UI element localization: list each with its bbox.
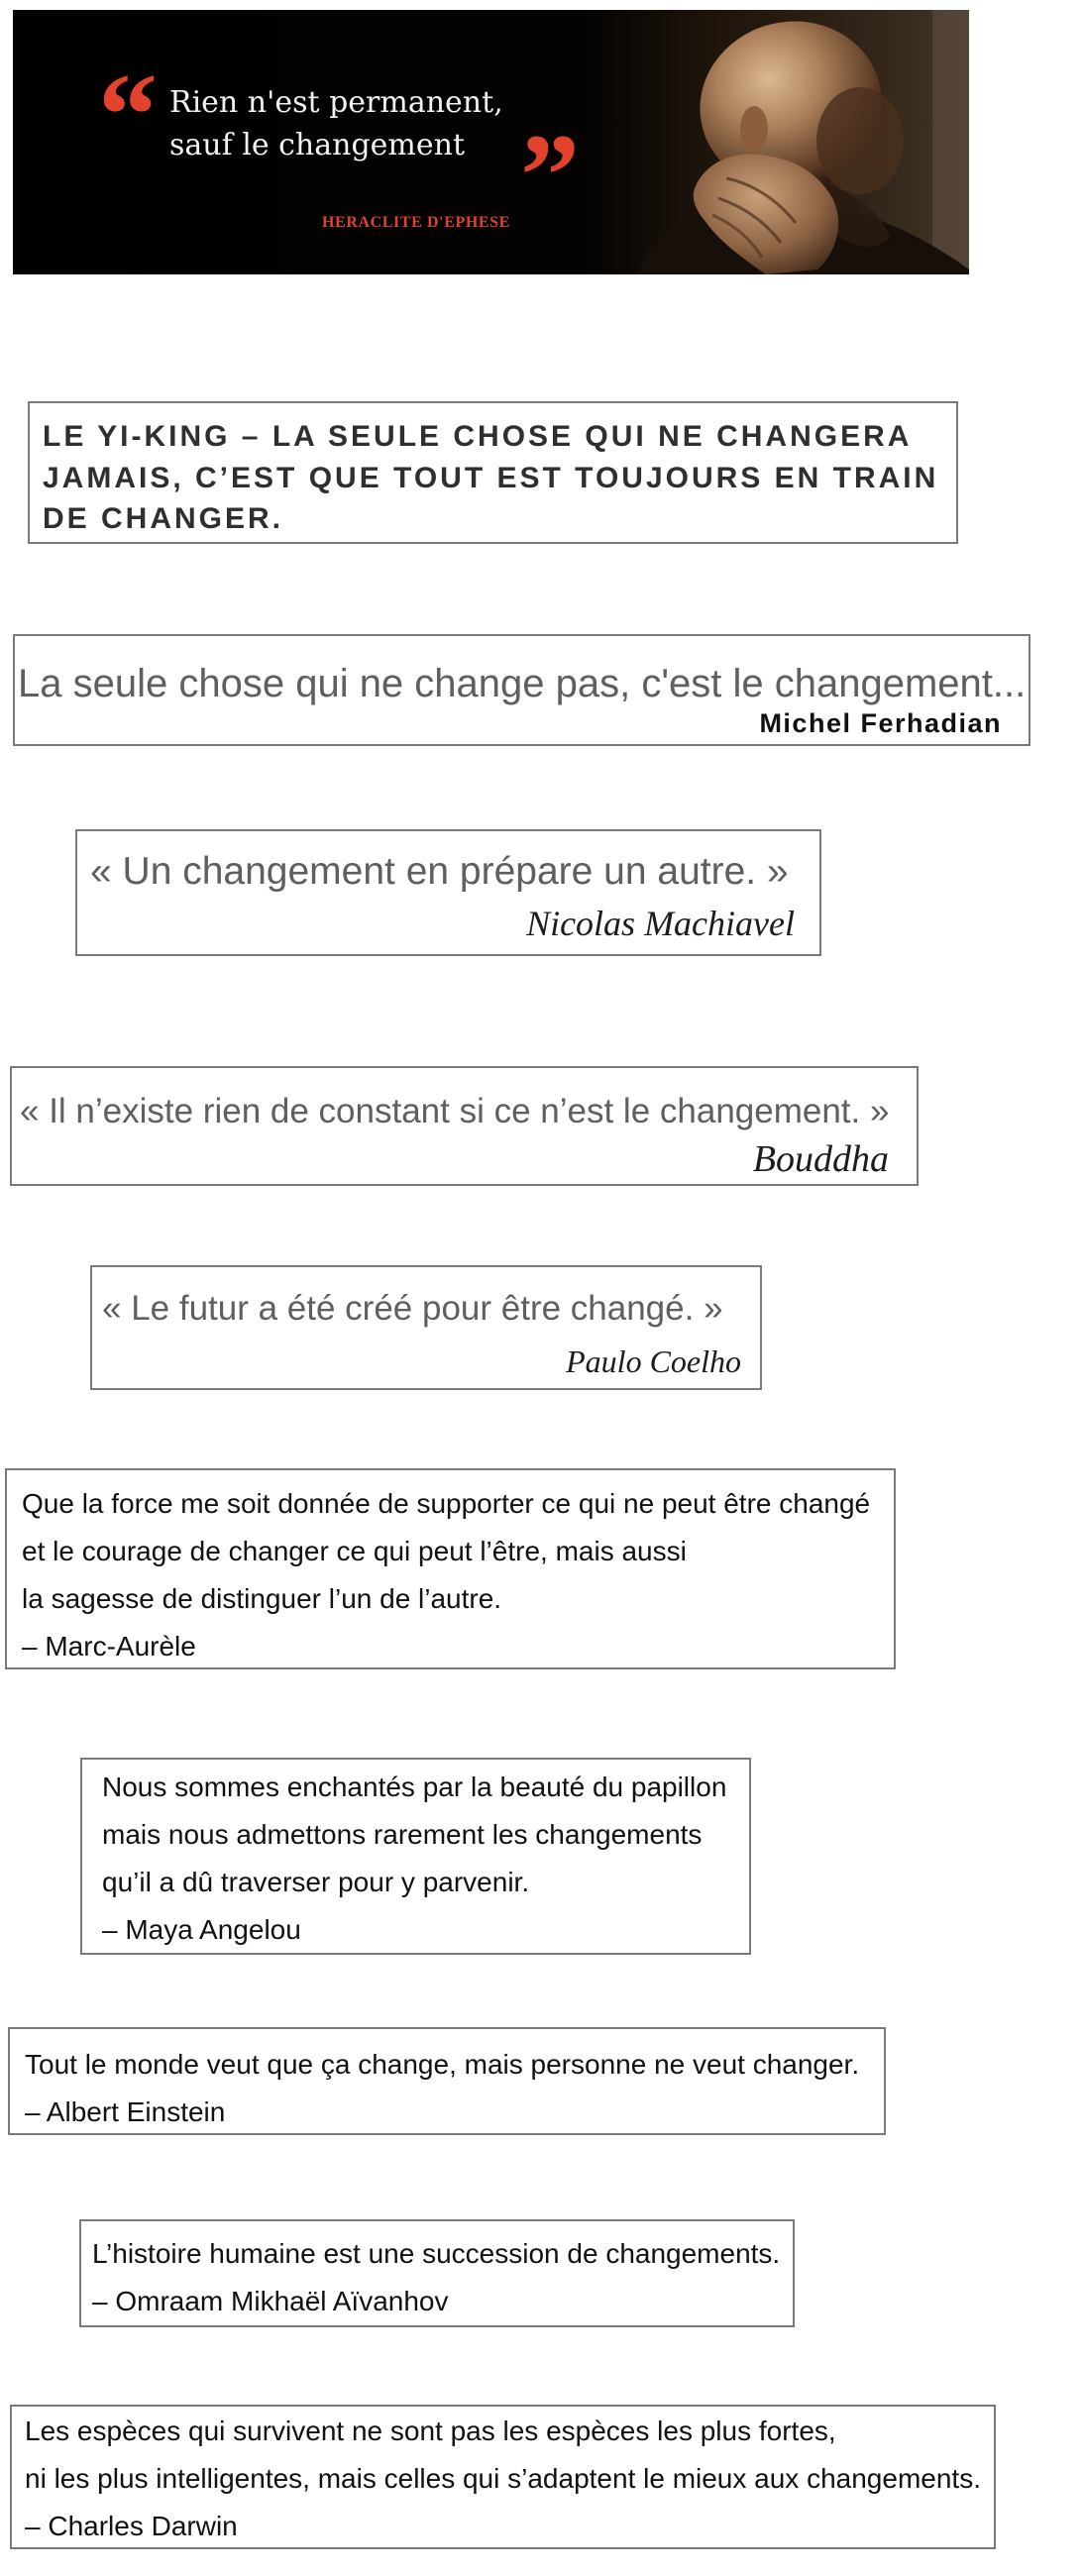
banner-author: HERACLITE D'EPHESE [322,214,510,231]
quote-line: Tout le monde veut que ça change, mais personne ne veut changer. [25,2049,860,2080]
quote-card-machiavel [75,829,821,956]
quote-line: L’histoire humaine est une succession de changements. [92,2238,781,2269]
quote-card-yi-king [28,401,958,544]
banner-quote-line-2: sauf le changement [169,128,465,162]
quote-card-bouddha [10,1066,919,1186]
quote-line: ni les plus intelligentes, mais celles qui s’adaptent le mieux aux changements. [25,2463,981,2494]
quote-text: « Il n’existe rien de constant si ce n’est le changement. » [20,1092,890,1130]
quote-card-ferhadian [13,634,1030,746]
open-quote-mark: “ [98,49,158,180]
quote-line: JAMAIS, C’EST QUE TOUT EST TOUJOURS EN TRAIN [43,461,939,494]
quote-line: la sagesse de distinguer l’un de l’autre. [22,1583,502,1614]
heraclitus-banner [13,10,969,274]
quote-card-maya-angelou [80,1758,751,1955]
banner-quote-line-1: Rien n'est permanent, [169,85,503,120]
quote-author: – Charles Darwin [25,2511,238,2541]
quote-line: qu’il a dû traverser pour y parvenir. [102,1867,530,1897]
quote-line: mais nous admettons rarement les changements [102,1819,703,1850]
quote-text: « Un changement en prépare un autre. » [90,850,789,893]
quote-author: Paulo Coelho [566,1343,741,1379]
quote-author: Bouddha [752,1138,889,1180]
quote-line: Les espèces qui survivent ne sont pas les espèces les plus fortes, [25,2415,836,2446]
close-quote-mark: ” [520,109,580,241]
quote-author: Michel Ferhadian [759,708,1002,738]
quote-author: – Albert Einstein [25,2096,226,2127]
quote-card-marc-aurele [5,1468,896,1669]
quote-card-charles-darwin [10,2405,996,2549]
quote-author: – Marc-Aurèle [22,1631,196,1662]
quote-text: « Le futur a été créé pour être changé. » [102,1289,723,1328]
quote-author: Nicolas Machiavel [526,904,795,943]
quote-card-aivanhov [79,2219,795,2327]
quote-line: DE CHANGER. [43,502,284,535]
quote-author: – Maya Angelou [102,1914,301,1945]
quote-line: Que la force me soit donnée de supporter ce qui ne peut être changé [22,1488,871,1519]
quote-card-coelho [90,1265,762,1390]
quote-line: LE YI-KING – LA SEULE CHOSE QUI NE CHANGERA [43,420,913,453]
quote-line: Nous sommes enchantés par la beauté du papillon [102,1771,727,1802]
quote-author: – Omraam Mikhaël Aïvanhov [92,2286,449,2316]
quote-card-albert-einstein [8,2027,886,2135]
quote-text: La seule chose qui ne change pas, c'est le changement... [18,662,1027,705]
quote-line: et le courage de changer ce qui peut l’être, mais aussi [22,1536,687,1566]
